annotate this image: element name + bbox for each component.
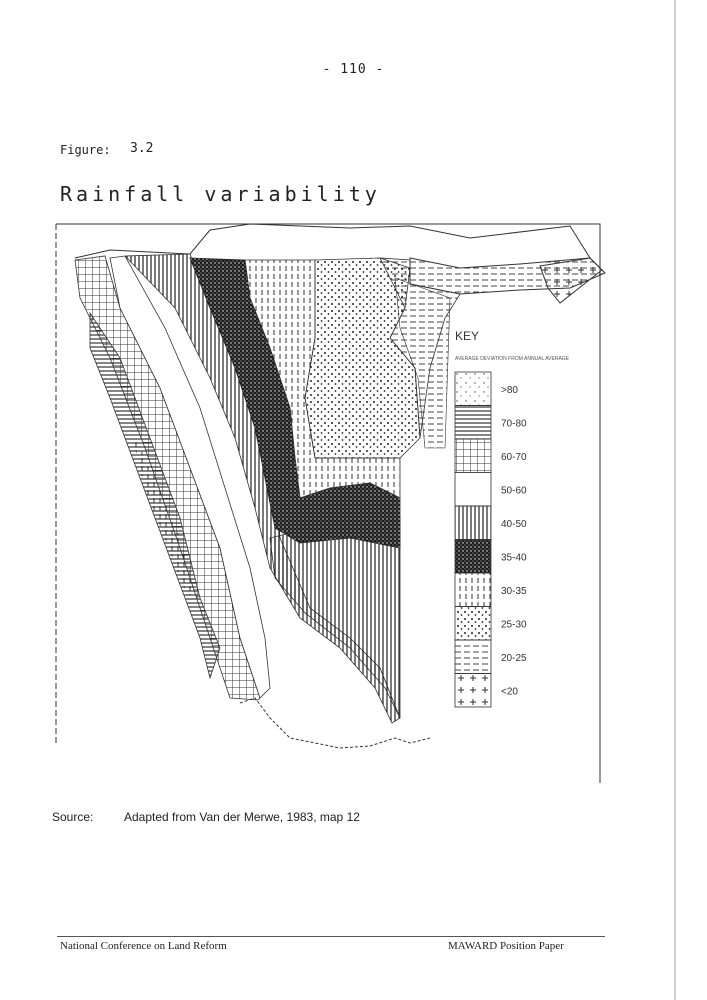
figure-label: Figure: xyxy=(60,143,111,157)
figure-number: 3.2 xyxy=(130,141,154,156)
legend-label: 60-70 xyxy=(501,451,527,463)
legend-swatch xyxy=(455,640,491,674)
map-title: Rainfall variability xyxy=(60,182,381,206)
legend-swatch xyxy=(455,406,491,440)
page-number: - 110 - xyxy=(322,62,385,77)
source-text: Adapted from Van der Merwe, 1983, map 12 xyxy=(124,810,360,824)
legend-swatch xyxy=(455,674,491,708)
legend-swatch xyxy=(455,439,491,473)
page-edge-line xyxy=(674,0,676,1000)
footer-rule xyxy=(57,936,605,937)
legend-label: 40-50 xyxy=(501,518,527,530)
footer-right-text: MAWARD Position Paper xyxy=(448,940,564,952)
legend-swatch xyxy=(455,573,491,607)
legend-key-title: KEY xyxy=(455,329,480,343)
legend-label: <20 xyxy=(501,686,518,698)
legend-swatch xyxy=(455,506,491,540)
legend-label: 35-40 xyxy=(501,552,527,564)
legend-label: 70-80 xyxy=(501,418,527,430)
legend-swatch xyxy=(455,540,491,574)
footer-left-text: National Conference on Land Reform xyxy=(60,940,227,952)
legend-label: 50-60 xyxy=(501,485,527,497)
legend-swatch xyxy=(455,473,491,507)
legend-swatch xyxy=(455,607,491,641)
rainfall-variability-map xyxy=(50,218,620,788)
legend-label: 20-25 xyxy=(501,652,527,664)
map-legend xyxy=(455,372,527,707)
source-label: Source: xyxy=(52,810,94,824)
legend-label: 25-30 xyxy=(501,619,527,631)
legend-label: >80 xyxy=(501,384,518,396)
legend-label: 30-35 xyxy=(501,585,527,597)
legend-key-subtitle: AVERAGE DEVIATION FROM ANNUAL AVERAGE xyxy=(455,356,570,362)
legend-swatch xyxy=(455,372,491,406)
